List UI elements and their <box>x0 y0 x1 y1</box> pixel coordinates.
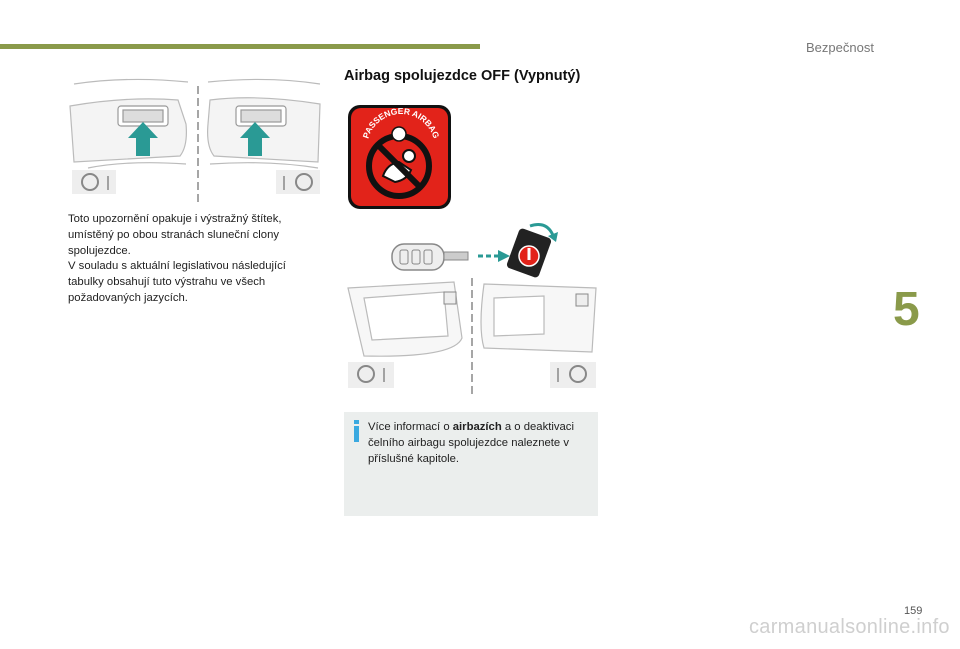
page-number: 159 <box>904 605 923 617</box>
header-accent-bar <box>0 44 480 49</box>
info-text-start: Více informací o <box>368 421 453 433</box>
paragraph: V souladu s aktuální legislativou následující tabulky obsahují tuto výstrahu ve všech požadovaných jazycích. <box>68 260 286 304</box>
sun-visor-illustration <box>68 76 323 206</box>
watermark: carmanualsonline.info <box>749 616 950 638</box>
arrow-right-icon <box>498 250 510 262</box>
airbags-emphasis: airbazích <box>452 421 502 433</box>
key-and-switch-illustration <box>388 218 560 280</box>
airbag-off-label-illustration <box>347 104 452 210</box>
paragraph: Toto upozornění opakuje i výstražný štítek, umístěný po obou stranách sluneční clony spolujezdce. <box>68 213 282 257</box>
chapter-number: 5 <box>893 283 920 336</box>
info-text-end: a o deaktivaci čelního airbagu spolujezdce naleznete v příslušné kapitole. <box>368 421 574 465</box>
info-text <box>368 420 590 467</box>
info-icon <box>352 420 361 442</box>
airbag-label-text: PASSENGER AIRBAG <box>360 105 442 140</box>
glovebox-illustration <box>344 278 600 395</box>
section-title: Bezpečnost <box>806 40 874 55</box>
visor-warning-text <box>68 212 318 307</box>
info-box <box>344 412 598 516</box>
section-heading: Airbag spolujezdce OFF (Vypnutý) <box>344 68 581 84</box>
